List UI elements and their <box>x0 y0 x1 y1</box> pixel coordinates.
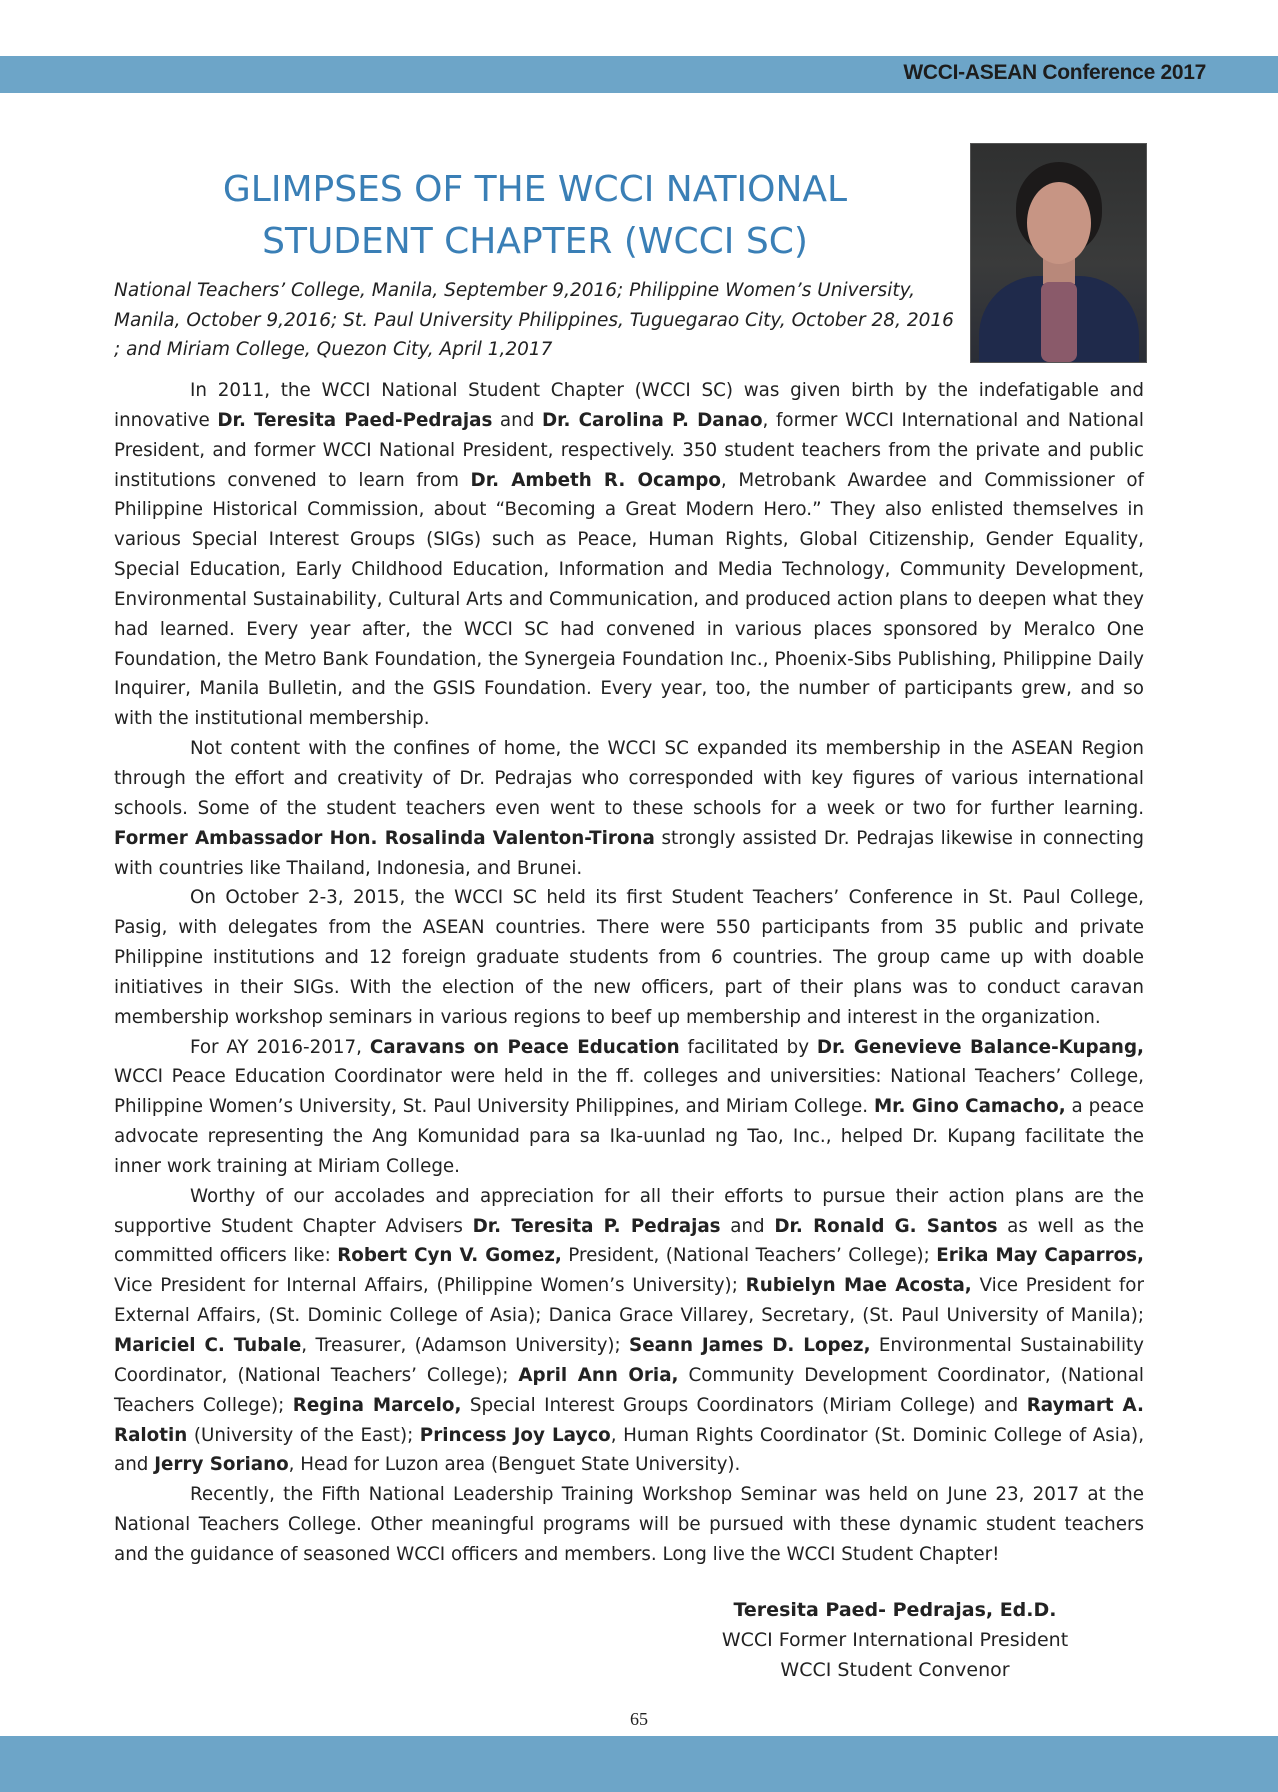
event-subtitle: National Teachers’ College, Manila, September 9,2016; Philippine Women’s University, Manila, October 9,2016; St. Paul University Philippines, Tuguegarao City, October 28, 2016 ; and Miriam College, Quezon City, April 1,2017 <box>114 280 954 360</box>
paragraph-5: Worthy of our accolades and appreciation for all their efforts to pursue their action plans are the supportive Student Chapter Advisers Dr. Teresita P. Pedrajas and Dr. Ronald G. Santos as well as the committed officers like: Robert Cyn V. Gomez, President, (National Teachers’ College); Erika May Caparros, Vice President for Internal Affairs, (Philippine Women’s University); Rubielyn Mae Acosta, Vice President for External Affairs, (St. Dominic College of Asia); Danica Grace Villarey, Secretary, (St. Paul University of Manila); Mariciel C. Tubale, Treasurer, (Adamson University); Seann James D. Lopez, Environmental Sustainability Coordinator, (National Teachers’ College); April Ann Oria, Community Development Coordinator, (National Teachers College); Regina Marcelo, Special Interest Groups Coordinators (Miriam College) and Raymart A. Ralotin (University of the East); Princess Joy Layco, Human Rights Coordinator (St. Dominic College of Asia), and Jerry Soriano, Head for Luzon area (Benguet State University). <box>114 1185 1145 1476</box>
title-line-1: GLIMPSES OF THE WCCI NATIONAL <box>222 169 848 211</box>
conference-header: WCCI-ASEAN Conference 2017 <box>903 61 1206 84</box>
paragraph-4: For AY 2016-2017, Caravans on Peace Education facilitated by Dr. Genevieve Balance-Kupang, WCCI Peace Education Coordinator were held in the ff. colleges and universities: National Teachers’ College, Philippine Women’s University, St. Paul University Philippines, and Miriam College. Mr. Gino Camacho, a peace advocate representing the Ang Komunidad para sa Ika-uunlad ng Tao, Inc., helped Dr. Kupang facilitate the inner work training at Miriam College. <box>114 1036 1144 1177</box>
paragraph-3: On October 2-3, 2015, the WCCI SC held its first Student Teachers’ Conference in St. Paul College, Pasig, with delegates from the ASEAN countries. There were 550 participants from 35 public and private Philippine institutions and 12 foreign graduate students from 6 countries. The group came up with doable initiatives in their SIGs. With the election of the new officers, part of their plans was to conduct caravan membership workshop seminars in various regions to beef up membership and interest in the organization. <box>114 887 1144 1028</box>
header-band <box>0 56 1278 93</box>
signature-block <box>680 1595 1110 1685</box>
title-line-2: STUDENT CHAPTER (WCCI SC) <box>262 221 808 263</box>
paragraph-6: Recently, the Fifth National Leadership Training Workshop Seminar was held on June 23, 2017 at the National Teachers College. Other meaningful programs will be pursued with these dynamic student teachers and the guidance of seasoned WCCI officers and members. Long live the WCCI Student Chapter! <box>114 1484 1144 1565</box>
signature-role-2: WCCI Student Convenor <box>780 1659 1010 1681</box>
paragraph-1: In 2011, the WCCI National Student Chapter (WCCI SC) was given birth by the indefatigable and innovative Dr. Teresita Paed-Pedrajas and Dr. Carolina P. Danao, former WCCI International and National President, and former WCCI National President, respectively. 350 student teachers from the private and public institutions convened to learn from Dr. Ambeth R. Ocampo, Metrobank Awardee and Commissioner of Philippine Historical Commission, about “Becoming a Great Modern Hero.” They also enlisted themselves in various Special Interest Groups (SIGs) such as Peace, Human Rights, Global Citizenship, Gender Equality, Special Education, Early Childhood Education, Information and Media Technology, Community Development, Environmental Sustainability, Cultural Arts and Communication, and produced action plans to deepen what they had learned. Every year after, the WCCI SC had convened in various places sponsored by Meralco One Foundation, the Metro Bank Foundation, the Synergeia Foundation Inc., Phoenix-Sibs Publishing, Philippine Daily Inquirer, Manila Bulletin, and the GSIS Foundation. Every year, too, the number of participants grew, and so with the institutional membership. <box>114 380 1144 730</box>
signature-role-1: WCCI Former International President <box>721 1629 1069 1651</box>
page-title <box>140 164 930 268</box>
article-body <box>114 376 1144 1570</box>
footer-band <box>0 1736 1278 1792</box>
portrait-photo <box>970 143 1147 363</box>
signature-name: Teresita Paed- Pedrajas, Ed.D. <box>733 1599 1057 1621</box>
paragraph-2: Not content with the confines of home, the WCCI SC expanded its membership in the ASEAN Region through the effort and creativity of Dr. Pedrajas who corresponded with key figures of various international schools. Some of the student teachers even went to these schools for a week or two for further learning. Former Ambassador Hon. Rosalinda Valenton-Tirona strongly assisted Dr. Pedrajas likewise in connecting with countries like Thailand, Indonesia, and Brunei. <box>114 738 1144 879</box>
page-number: 65 <box>630 1709 648 1729</box>
